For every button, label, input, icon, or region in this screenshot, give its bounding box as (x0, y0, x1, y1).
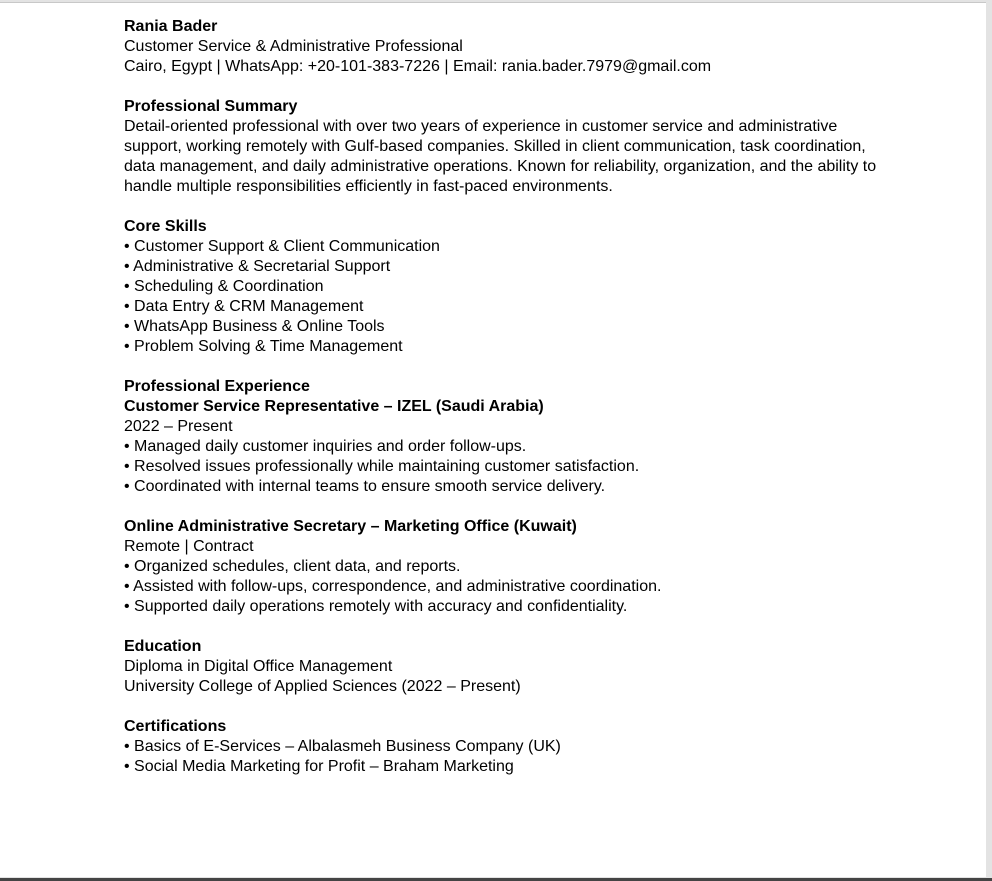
skill-item: • Scheduling & Coordination (124, 278, 324, 295)
skill-item: • Customer Support & Client Communication (124, 238, 440, 255)
education-line: University College of Applied Sciences (2022 – Present) (124, 678, 521, 695)
section-spacer (124, 197, 884, 217)
job-meta: Remote | Contract (124, 538, 254, 555)
certification-item: • Social Media Marketing for Profit – Braham Marketing (124, 758, 514, 775)
job-bullet: • Organized schedules, client data, and reports. (124, 558, 461, 575)
candidate-title: Customer Service & Administrative Professional (124, 38, 463, 55)
section-spacer (124, 77, 884, 97)
resume-content (124, 17, 884, 777)
skill-item: • Data Entry & CRM Management (124, 298, 364, 315)
job-bullet: • Supported daily operations remotely with accuracy and confidentiality. (124, 598, 628, 615)
job-bullet: • Assisted with follow-ups, correspondence, and administrative coordination. (124, 578, 662, 595)
skill-item: • Administrative & Secretarial Support (124, 258, 391, 275)
section-spacer (124, 697, 884, 717)
document-page (0, 2, 986, 877)
job-title: Customer Service Representative – IZEL (Saudi Arabia) (124, 398, 544, 415)
education-line: Diploma in Digital Office Management (124, 658, 393, 675)
summary-text: Detail-oriented professional with over two years of experience in customer service and administrative support, working remotely with Gulf-based companies. Skilled in client communication, task coordination, data management, and daily administrative operations. Known for reliability, organization, and the ability to handle multiple responsibilities efficiently in fast-paced environments. (124, 118, 877, 195)
experience-heading: Professional Experience (124, 378, 310, 395)
section-spacer (124, 357, 884, 377)
skill-item: • Problem Solving & Time Management (124, 338, 403, 355)
education-heading: Education (124, 638, 202, 655)
summary-heading: Professional Summary (124, 98, 298, 115)
job-meta: 2022 – Present (124, 418, 233, 435)
job-bullet: • Resolved issues professionally while maintaining customer satisfaction. (124, 458, 640, 475)
job-bullet: • Coordinated with internal teams to ensure smooth service delivery. (124, 478, 606, 495)
job-title: Online Administrative Secretary – Marketing Office (Kuwait) (124, 518, 577, 535)
job-bullet: • Managed daily customer inquiries and order follow-ups. (124, 438, 527, 455)
contact-info: Cairo, Egypt | WhatsApp: +20-101-383-7226 | Email: rania.bader.7979@gmail.com (124, 58, 712, 75)
skill-item: • WhatsApp Business & Online Tools (124, 318, 385, 335)
skills-heading: Core Skills (124, 218, 207, 235)
section-spacer (124, 497, 884, 517)
certifications-heading: Certifications (124, 718, 227, 735)
candidate-name: Rania Bader (124, 18, 218, 35)
certification-item: • Basics of E-Services – Albalasmeh Business Company (UK) (124, 738, 561, 755)
section-spacer (124, 617, 884, 637)
